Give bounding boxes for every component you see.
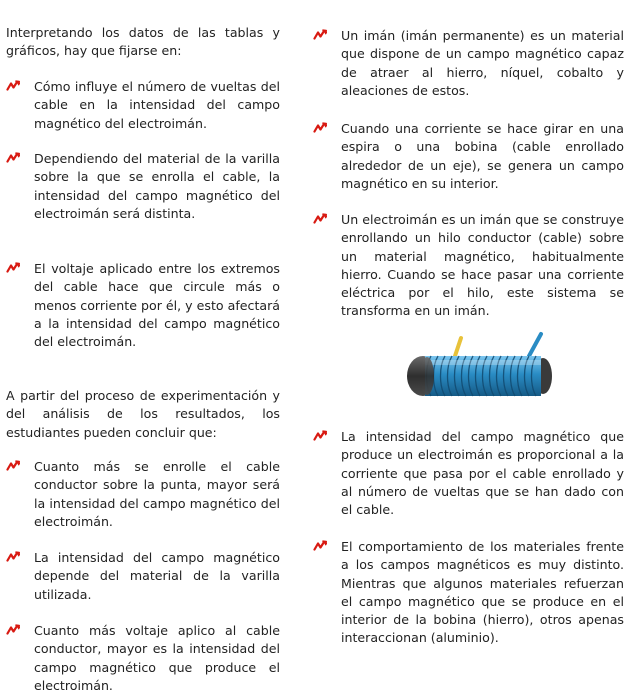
list-item-text: Cuando una corriente se hace girar en una espira o una bobina (cable enrollado alrededor de un eje), se genera un campo magnético en su interior. — [341, 121, 624, 191]
list-item-text: El voltaje aplicado entre los extremos del cable hace que circule más o menos corriente por él, y esto afectará a la intensidad del campo magnético del electroimán. — [34, 261, 280, 350]
bullet-icon — [313, 429, 327, 442]
list-item-text: Un electroimán es un imán que se construye enrollando un hilo conductor (cable) sobre un material magnético, habitualmente hierro. Cuando se hace pasar una corriente eléctrica por el hilo, este sistema se transforma en un imán. — [341, 212, 624, 319]
bullet-icon — [6, 261, 20, 274]
bullet-icon — [313, 539, 327, 552]
bullet-icon — [6, 151, 20, 164]
list-item-text: La intensidad del campo magnético que produce un electroimán es proporcional a la corriente que pasa por el cable enrollado y al número de vueltas que se han dado con el cable. — [341, 429, 624, 518]
coil-icon — [403, 330, 553, 405]
list-item — [313, 211, 624, 321]
list-item — [6, 78, 280, 133]
list-item — [313, 120, 624, 193]
bullet-icon — [313, 121, 327, 134]
list-item — [6, 150, 280, 223]
list-item — [313, 538, 624, 648]
list-item — [313, 428, 624, 519]
list-item — [6, 549, 280, 604]
list-item-text: Dependiendo del material de la varilla sobre la que se enrolla el cable, la intensidad del campo magnético del electroimán será distinta. — [34, 151, 280, 221]
intro-text-2: A partir del proceso de experimentación y del análisis de los resultados, los estudiantes pueden concluir que: — [6, 388, 280, 440]
list-item — [6, 260, 280, 351]
list-item-text: Un imán (imán permanente) es un material que dispone de un campo magnético capaz de atraer al hierro, níquel, cobalto y aleaciones de estos. — [341, 28, 624, 98]
list-item-text: Cómo influye el número de vueltas del cable en la intensidad del campo magnético del electroimán. — [34, 79, 280, 131]
list-item-text: Cuanto más voltaje aplico al cable conductor, mayor es la intensidad del campo magnético que produce el electroimán. — [34, 623, 280, 693]
list-item-text: La intensidad del campo magnético depende del material de la varilla utilizada. — [34, 550, 280, 602]
electromagnet-coil-illustration — [403, 330, 553, 405]
list-item-text: Cuanto más se enrolle el cable conductor sobre la punta, mayor será la intensidad del campo magnético del electroimán. — [34, 459, 280, 529]
bullet-icon — [6, 79, 20, 92]
bullet-icon — [6, 550, 20, 563]
list-item — [313, 27, 624, 100]
bullet-icon — [313, 28, 327, 41]
list-item — [6, 622, 280, 695]
bullet-icon — [313, 212, 327, 225]
bullet-icon — [6, 623, 20, 636]
list-item-text: El comportamiento de los materiales frente a los campos magnéticos es muy distinto. Mientras que algunos materiales refuerzan el campo magnético que se produce en el interior de la bobina (hierro), otros apenas interaccionan (aluminio). — [341, 539, 624, 646]
list-item — [6, 458, 280, 531]
bullet-icon — [6, 459, 20, 472]
intro-text-1: Interpretando los datos de las tablas y gráficos, hay que fijarse en: — [6, 25, 280, 59]
